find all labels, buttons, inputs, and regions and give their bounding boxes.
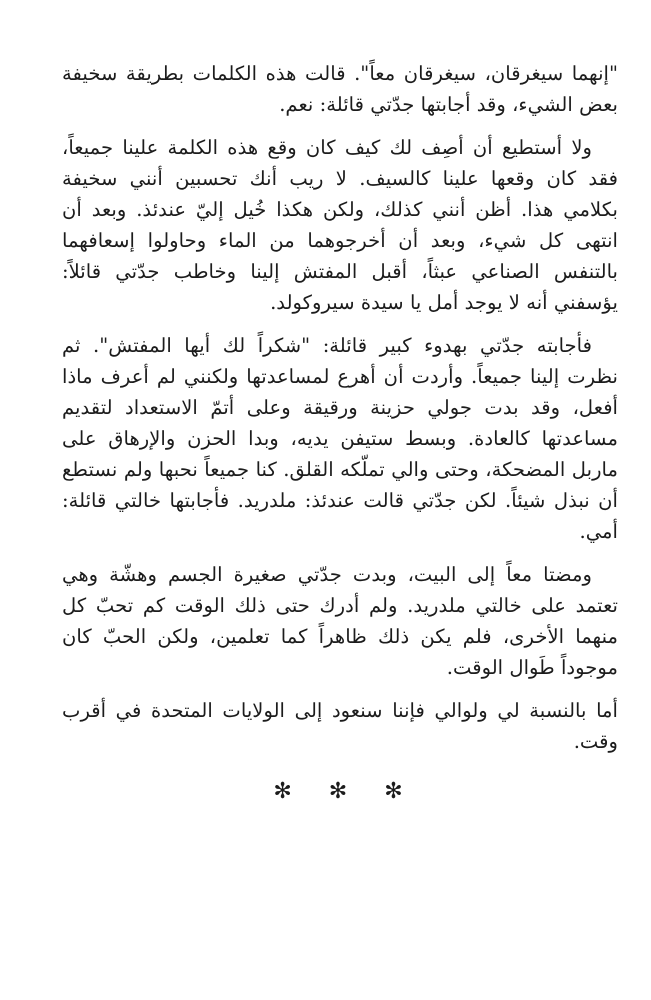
paragraph-5: أما بالنسبة لي ولوالي فإننا سنعود إلى الولايات المتحدة في أقرب وقت.: [62, 699, 618, 753]
paragraph-3: فأجابته جدّتي بهدوء كبير قائلة: "شكراً لك أيها المفتش". ثم نظرت إلينا جميعاً. وأردت أن أهرع لمساعدتها ولكنني لم أعرف ماذا أفعل، وقد بدت جولي حزينة ورقيقة وعلى أتمّ الاستعداد لتقديم مساعدتها كالعادة. وبسط ستيفن يديه، وبدا الحزن والإرهاق على ماربل المضحكة، وحتى والي تملّكه القلق. كنا جميعاً نحبها ولم نستطع أن نبذل شيئاً. لكن جدّتي قالت عندئذ: ملدريد. فأجابتها خالتي قائلة: أمي.: [62, 334, 618, 543]
asterism-star-icon: ✻: [328, 779, 352, 804]
paragraph-2: ولا أستطيع أن أصِف لك كيف كان وقع هذه الكلمة علينا جميعاً، فقد كان وقعها علينا كالسيف. لا ريب أنك تحسبين أنني سخيفة بكلامي هذا. أظن أنني كذلك، ولكن هكذا خُيل إليّ عندئذ. وبعد أن انتهى كل شيء، وبعد أن أخرجوهما من الماء وحاولوا إسعافهما بالتنفس الصناعي عبثاً، أقبل المفتش إلينا وخاطب جدّتي قائلاً: يؤسفني أنه لا يوجد أمل يا سيدة سيروكولد.: [62, 136, 618, 314]
asterism-star-icon: ✻: [384, 779, 407, 804]
paragraph-4: ومضتا معاً إلى البيت، وبدت جدّتي صغيرة الجسم وهشّة وهي تعتمد على خالتي ملدريد. ولم أدرك حتى ذلك الوقت كم تحبّ كل منهما الأخرى، فلم يكن ذلك ظاهراً كما تعلمين، ولكن الحبّ كان موجوداً طَوال الوقت.: [62, 563, 618, 679]
book-page: [62, 58, 618, 804]
section-separator: [62, 779, 618, 804]
asterism-star-icon: ✻: [273, 779, 296, 804]
paragraph-1: "إنهما سيغرقان، سيغرقان معاً". قالت هذه الكلمات بطريقة سخيفة بعض الشيء، وقد أجابتها جدّتي قائلة: نعم.: [62, 62, 618, 116]
